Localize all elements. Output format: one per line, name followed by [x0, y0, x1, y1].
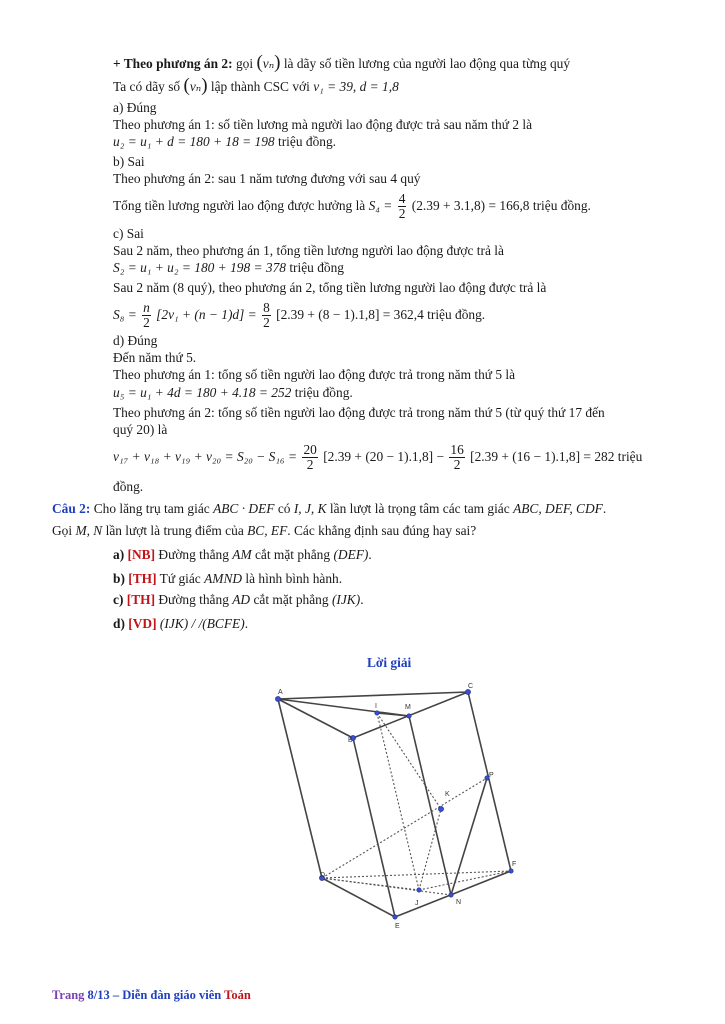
dashed-JD [322, 878, 419, 890]
label-D: D [320, 872, 326, 879]
point-J [417, 888, 421, 892]
level-tag: [NB] [127, 547, 156, 562]
fraction: $\frac{20}{2}$ [303, 442, 317, 473]
page-number: 8/13 [87, 988, 110, 1002]
option-c: c) [TH] Đường thẳng AD cắt mặt phẳng (IJK). [113, 592, 364, 607]
label-C: C [468, 683, 474, 690]
formula-line: u₂ = u₁ + d = 180 + 18 = 198 triệu đồng. [113, 134, 336, 149]
heading-phuong-an-2: + Theo phương án 2: [113, 56, 233, 71]
formula-line: u₅ = u₁ + 4d = 180 + 4.18 = 252 triệu đồng. [113, 385, 353, 400]
text-line: đồng. [113, 479, 144, 494]
page-footer: Trang 8/13 – Diễn đàn giáo viên Toán [52, 988, 251, 1002]
point-K [438, 806, 443, 811]
edge-AB [278, 699, 353, 738]
line-phuong-an-2: + Theo phương án 2: gọi (vₙ) là dãy số tiền lương của người lao động qua từng quý [113, 52, 571, 73]
question-2-cont: Gọi M, N lần lượt là trung điểm của BC, EF. Các khẳng định sau đúng hay sai? [52, 523, 477, 538]
option-a: a) [NB] Đường thẳng AM cắt mặt phẳng (DEF). [113, 547, 372, 562]
sequence-vn-2: vₙ [189, 79, 202, 94]
formula-line: S₂ = u₁ + u₂ = 180 + 198 = 378 triệu đồng [113, 260, 344, 275]
formula-line-v17: v₁₇ + v₁₈ + v₁₉ + v₂₀ = S₂₀ − S₁₆ = $\frac{20}{2}$ [2.39 + (20 − 1).1,8] − $\frac{16}{2}$ [2.39 + (16 − 1).1,8] = 282 triệu [113, 442, 643, 473]
fraction: $\frac{n}{2}$ [143, 300, 150, 331]
dashed-JF [419, 871, 511, 890]
formula-line-s4: Tổng tiền lương người lao động được hưởng là S₄ = $\frac{4}{2}$ (2.39 + 3.1,8) = 166,8 triệu đồng. [113, 191, 591, 222]
dashed-JK [419, 809, 441, 890]
sequence-vn: vₙ [262, 56, 275, 71]
point-F [509, 869, 513, 873]
label-E: E [395, 923, 400, 930]
text-line: Theo phương án 2: tổng số tiền người lao động được trả trong năm thứ 5 (từ quý thứ 17 đến [113, 405, 605, 420]
text-line: Đến năm thứ 5. [113, 350, 197, 365]
fraction: $\frac{4}{2}$ [398, 191, 406, 222]
label-P: P [489, 772, 494, 779]
answer-a: a) Đúng [113, 100, 157, 115]
text-line: Theo phương án 1: số tiền lương mà người lao động được trả sau năm thứ 2 là [113, 117, 533, 132]
level-tag: [VD] [128, 616, 157, 631]
edge-AD [278, 699, 322, 878]
label-I: I [375, 703, 377, 710]
segment-NP [451, 778, 487, 895]
label-B: B [348, 737, 353, 744]
question-2: Câu 2: Cho lăng trụ tam giác ABC · DEF có I, J, K lần lượt là trọng tâm các tam giác ABC, DEF, CDF. [52, 501, 607, 516]
text-line: Sau 2 năm, theo phương án 1, tổng tiền lương người lao động được trả là [113, 243, 504, 258]
option-b: b) [TH] Tứ giác AMND là hình bình hành. [113, 571, 343, 586]
label-F: F [512, 861, 517, 868]
answer-b: b) Sai [113, 154, 145, 169]
point-C [465, 689, 470, 694]
edge-AC [278, 692, 468, 699]
segment-MN [409, 716, 451, 895]
edge-DE [322, 878, 395, 917]
text-line: Theo phương án 2: sau 1 năm tương đương với sau 4 quý [113, 171, 421, 186]
label-M: M [405, 704, 411, 711]
text-line: Sau 2 năm (8 quý), theo phương án 2, tổng tiền lương người lao động được trả là [113, 280, 547, 295]
point-M [407, 714, 411, 718]
point-A [275, 696, 280, 701]
solution-heading: Lời giải [367, 655, 412, 670]
text-line: Theo phương án 1: tổng số tiền người lao động được trả trong năm thứ 5 là [113, 367, 516, 382]
prism-figure [260, 680, 530, 938]
formula-line-s8: S₈ = $\frac{n}{2}$ [2v₁ + (n − 1)d] = $\frac{8}{2}$ [2.39 + (8 − 1).1,8] = 362,4 triệu đồng. [113, 300, 486, 331]
dashed-DP [322, 778, 487, 878]
fraction: $\frac{16}{2}$ [450, 442, 464, 473]
label-N: N [456, 899, 462, 906]
question-label: Câu 2: [52, 501, 91, 516]
label-A: A [278, 689, 283, 696]
level-tag: [TH] [126, 592, 156, 607]
point-N [449, 893, 453, 897]
answer-c: c) Sai [113, 226, 144, 241]
edge-CF [468, 692, 511, 871]
level-tag: [TH] [128, 571, 157, 586]
dashed-IK [377, 713, 441, 809]
point-E [393, 915, 397, 919]
label-J: J [415, 900, 419, 907]
text-line: quý 20) là [113, 422, 168, 437]
label-K: K [445, 791, 450, 798]
fraction: $\frac{8}{2}$ [263, 300, 270, 331]
line-day-so: Ta có dãy số (vₙ) lập thành CSC với v₁ = 39, d = 1,8 [113, 75, 399, 96]
point-I [375, 711, 379, 715]
answer-d: d) Đúng [113, 333, 158, 348]
dashed-IJ [377, 713, 419, 890]
option-d: d) [VD] (IJK) / /(BCFE). [113, 616, 249, 631]
edge-BE [353, 738, 395, 917]
